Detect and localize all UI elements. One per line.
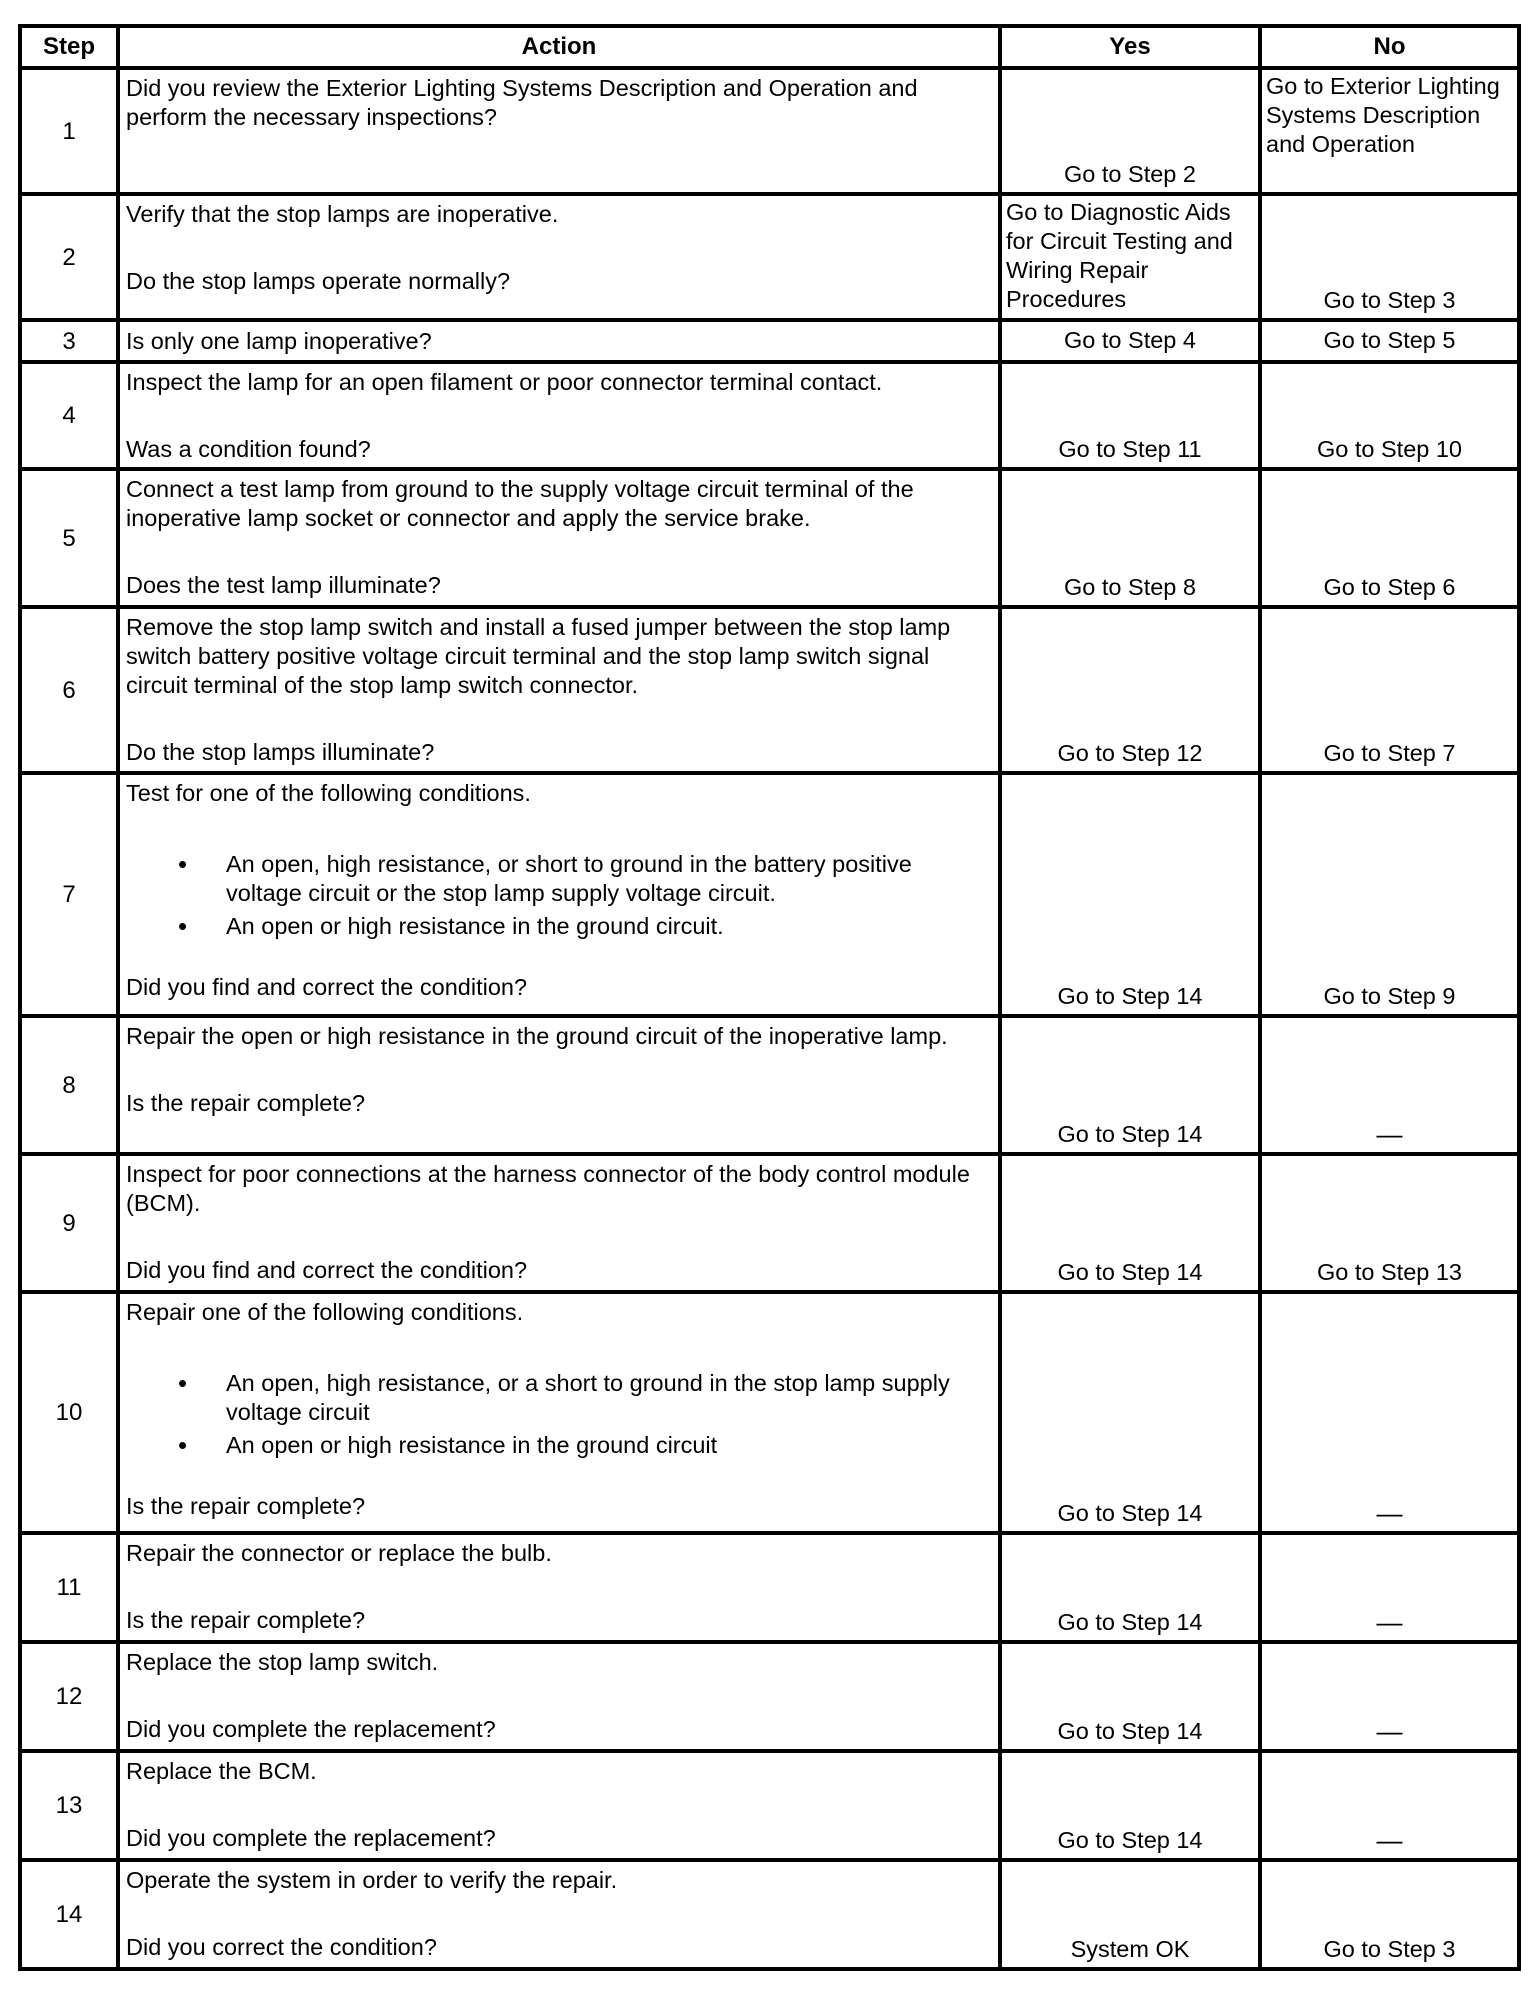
no-cell: Go to Step 13 xyxy=(1260,1154,1519,1292)
step-number: 11 xyxy=(20,1533,118,1642)
action-cell xyxy=(118,469,1000,607)
action-text: Verify that the stop lamps are inoperative. xyxy=(126,201,559,227)
action-cell xyxy=(118,1860,1000,1969)
step-number: 3 xyxy=(20,320,118,362)
yes-cell: Go to Step 14 xyxy=(1000,1751,1260,1860)
header-row xyxy=(20,26,1519,68)
action-cell xyxy=(118,1751,1000,1860)
yes-cell: Go to Step 14 xyxy=(1000,1292,1260,1533)
step-number: 4 xyxy=(20,362,118,469)
list-item: • An open, high resistance, or short to ground in the battery positive voltage circuit or the stop lamp supply voltage circuit. xyxy=(126,850,992,908)
no-cell: — xyxy=(1260,1016,1519,1154)
condition-list xyxy=(126,850,992,941)
action-text: Is only one lamp inoperative? xyxy=(126,327,432,354)
step-number: 7 xyxy=(20,773,118,1016)
list-item: • An open or high resistance in the ground circuit. xyxy=(126,912,992,941)
yes-cell: Go to Step 14 xyxy=(1000,1016,1260,1154)
yes-cell: System OK xyxy=(1000,1860,1260,1969)
action-cell xyxy=(118,68,1000,194)
table-row xyxy=(20,194,1519,320)
diagnostic-table xyxy=(18,24,1521,1971)
table-row xyxy=(20,469,1519,607)
step-number: 5 xyxy=(20,469,118,607)
action-question: Did you correct the condition? xyxy=(126,1934,437,1960)
no-cell: Go to Step 3 xyxy=(1260,194,1519,320)
condition-list xyxy=(126,1369,992,1460)
action-text: Repair the open or high resistance in the ground circuit of the inoperative lamp. xyxy=(126,1023,948,1049)
table-row xyxy=(20,1533,1519,1642)
header-action: Action xyxy=(118,26,1000,68)
no-cell: — xyxy=(1260,1751,1519,1860)
action-text: Test for one of the following conditions. xyxy=(126,780,531,806)
step-number: 6 xyxy=(20,607,118,773)
action-question: Does the test lamp illuminate? xyxy=(126,572,441,598)
step-number: 10 xyxy=(20,1292,118,1533)
action-cell xyxy=(118,1292,1000,1533)
table-row xyxy=(20,1292,1519,1533)
table-row xyxy=(20,773,1519,1016)
table-row xyxy=(20,1751,1519,1860)
yes-cell: Go to Step 8 xyxy=(1000,469,1260,607)
no-cell: Go to Exterior Lighting Systems Description and Operation xyxy=(1260,68,1519,194)
step-number: 14 xyxy=(20,1860,118,1969)
action-cell xyxy=(118,362,1000,469)
action-question: Is the repair complete? xyxy=(126,1090,366,1116)
action-text: Inspect the lamp for an open filament or poor connector terminal contact. xyxy=(126,369,883,395)
header-step: Step xyxy=(20,26,118,68)
no-cell: Go to Step 7 xyxy=(1260,607,1519,773)
action-cell xyxy=(118,607,1000,773)
table-row xyxy=(20,1642,1519,1751)
yes-cell: Go to Step 4 xyxy=(1000,320,1260,362)
action-cell xyxy=(118,194,1000,320)
step-number: 9 xyxy=(20,1154,118,1292)
action-cell xyxy=(118,1533,1000,1642)
yes-cell: Go to Step 12 xyxy=(1000,607,1260,773)
table-row xyxy=(20,68,1519,194)
step-number: 1 xyxy=(20,68,118,194)
no-cell: — xyxy=(1260,1533,1519,1642)
action-text: Inspect for poor connections at the harness connector of the body control module (BCM). xyxy=(126,1161,970,1216)
header-yes: Yes xyxy=(1000,26,1260,68)
list-item: • An open or high resistance in the ground circuit xyxy=(126,1431,992,1460)
table-row xyxy=(20,1860,1519,1969)
action-question: Is the repair complete? xyxy=(126,1493,366,1519)
action-cell xyxy=(118,1016,1000,1154)
yes-cell: Go to Step 11 xyxy=(1000,362,1260,469)
step-number: 13 xyxy=(20,1751,118,1860)
action-text: Repair the connector or replace the bulb. xyxy=(126,1540,552,1566)
yes-cell: Go to Diagnostic Aids for Circuit Testing and Wiring Repair Procedures xyxy=(1000,194,1260,320)
yes-cell: Go to Step 2 xyxy=(1000,68,1260,194)
yes-cell: Go to Step 14 xyxy=(1000,773,1260,1016)
table-row xyxy=(20,607,1519,773)
action-question: Do the stop lamps operate normally? xyxy=(126,268,511,294)
yes-cell: Go to Step 14 xyxy=(1000,1642,1260,1751)
action-cell xyxy=(118,773,1000,1016)
action-question: Was a condition found? xyxy=(126,436,371,462)
no-cell: Go to Step 5 xyxy=(1260,320,1519,362)
action-text: Connect a test lamp from ground to the supply voltage circuit terminal of the inoperative lamp socket or connector and apply the service brake. xyxy=(126,476,914,531)
action-text: Operate the system in order to verify the repair. xyxy=(126,1867,618,1893)
action-question: Did you complete the replacement? xyxy=(126,1716,496,1742)
no-cell: — xyxy=(1260,1642,1519,1751)
yes-cell: Go to Step 14 xyxy=(1000,1533,1260,1642)
no-cell: Go to Step 10 xyxy=(1260,362,1519,469)
action-cell xyxy=(118,1154,1000,1292)
table-row xyxy=(20,320,1519,362)
table-row xyxy=(20,362,1519,469)
action-cell xyxy=(118,1642,1000,1751)
no-cell: Go to Step 9 xyxy=(1260,773,1519,1016)
action-text: Replace the stop lamp switch. xyxy=(126,1649,439,1675)
action-text: Repair one of the following conditions. xyxy=(126,1299,524,1325)
action-question: Did you find and correct the condition? xyxy=(126,974,528,1000)
no-cell: Go to Step 6 xyxy=(1260,469,1519,607)
action-question: Do the stop lamps illuminate? xyxy=(126,739,435,765)
header-no: No xyxy=(1260,26,1519,68)
table-row xyxy=(20,1016,1519,1154)
action-question: Did you complete the replacement? xyxy=(126,1825,496,1851)
step-number: 12 xyxy=(20,1642,118,1751)
action-question: Is the repair complete? xyxy=(126,1607,366,1633)
no-cell: — xyxy=(1260,1292,1519,1533)
action-text: Remove the stop lamp switch and install a fused jumper between the stop lamp switch battery positive voltage circuit terminal and the stop lamp switch signal circuit terminal of the stop lamp switch connector. xyxy=(126,614,951,698)
list-item: • An open, high resistance, or a short to ground in the stop lamp supply voltage circuit xyxy=(126,1369,992,1427)
action-text: Replace the BCM. xyxy=(126,1758,317,1784)
step-number: 2 xyxy=(20,194,118,320)
step-number: 8 xyxy=(20,1016,118,1154)
action-text: Did you review the Exterior Lighting Systems Description and Operation and perform the necessary inspections? xyxy=(126,75,918,130)
table-row xyxy=(20,1154,1519,1292)
action-cell xyxy=(118,320,1000,362)
yes-cell: Go to Step 14 xyxy=(1000,1154,1260,1292)
no-cell: Go to Step 3 xyxy=(1260,1860,1519,1969)
action-question: Did you find and correct the condition? xyxy=(126,1257,528,1283)
